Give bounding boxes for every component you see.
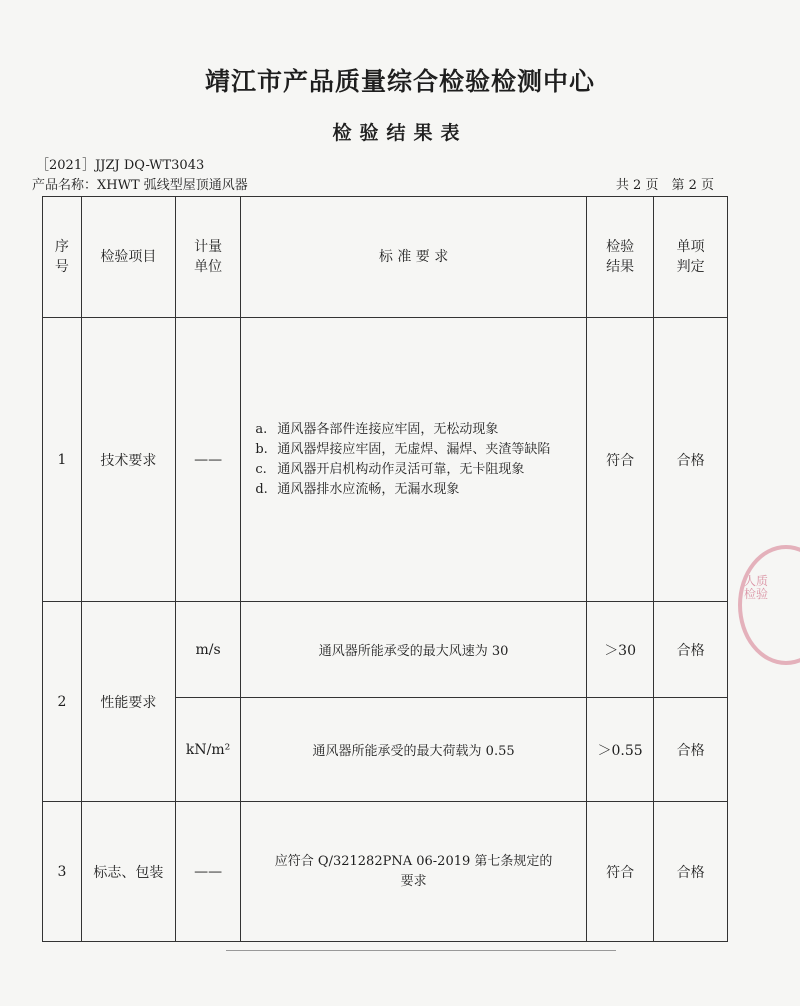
row1-result: 符合 [586,318,653,602]
row2b-judgement: 合格 [654,698,728,802]
row2a-result: ＞30 [586,602,653,698]
row1-seq: 1 [43,318,82,602]
row2a-judgement: 合格 [654,602,728,698]
row2a-unit: m/s [175,602,240,698]
page-indicator: 共 2 页 第 2 页 [615,178,714,193]
header-result: 检验结果 [586,197,653,318]
row2-seq: 2 [43,602,82,802]
document-number: ［2021］JJZJ DQ-WT3043 [36,158,205,173]
header-standard: 标 准 要 求 [241,197,587,318]
row3-item: 标志、包装 [81,802,175,942]
requirement-c: c. 通风器开启机构动作灵活可靠，无卡阻现象 [255,461,525,477]
seal-text: 人质检验 [744,574,769,601]
footer-divider [226,950,616,951]
official-seal [738,545,800,665]
row3-requirement: 应符合 Q/321282PNA 06-2019 第七条规定的要求 [241,802,587,942]
header-item: 检验项目 [81,197,175,318]
results-table [42,196,728,942]
requirement-d: d. 通风器排水应流畅，无漏水现象 [255,481,460,497]
row1-judgement: 合格 [654,318,728,602]
row2b-unit: kN/m² [175,698,240,802]
header-unit: 计量单位 [175,197,240,318]
header-seq: 序号 [43,197,82,318]
row3-result: 符合 [586,802,653,942]
row2b-result: ＞0.55 [586,698,653,802]
row3-judgement: 合格 [654,802,728,942]
row1-item: 技术要求 [81,318,175,602]
row2a-requirement: 通风器所能承受的最大风速为 30 [241,602,587,698]
report-title: 靖江市产品质量综合检验检测中心 [204,67,595,96]
row2-item: 性能要求 [81,602,175,802]
row3-unit: —— [175,802,240,942]
table-row [43,802,728,942]
report-subtitle: 检验结果表 [332,122,468,144]
table-row [43,318,728,602]
table-row [43,602,728,698]
row3-seq: 3 [43,802,82,942]
table-header-row [43,197,728,318]
product-name: 产品名称：XHWT 弧线型屋顶通风器 [32,178,248,193]
requirement-b: b. 通风器焊接应牢固，无虚焊、漏焊、夹渣等缺陷 [255,441,551,457]
row2b-requirement: 通风器所能承受的最大荷载为 0.55 [241,698,587,802]
row1-unit: —— [175,318,240,602]
row1-requirements [241,318,587,602]
header-judgement: 单项判定 [654,197,728,318]
requirement-a: a. 通风器各部件连接应牢固，无松动现象 [255,421,499,437]
